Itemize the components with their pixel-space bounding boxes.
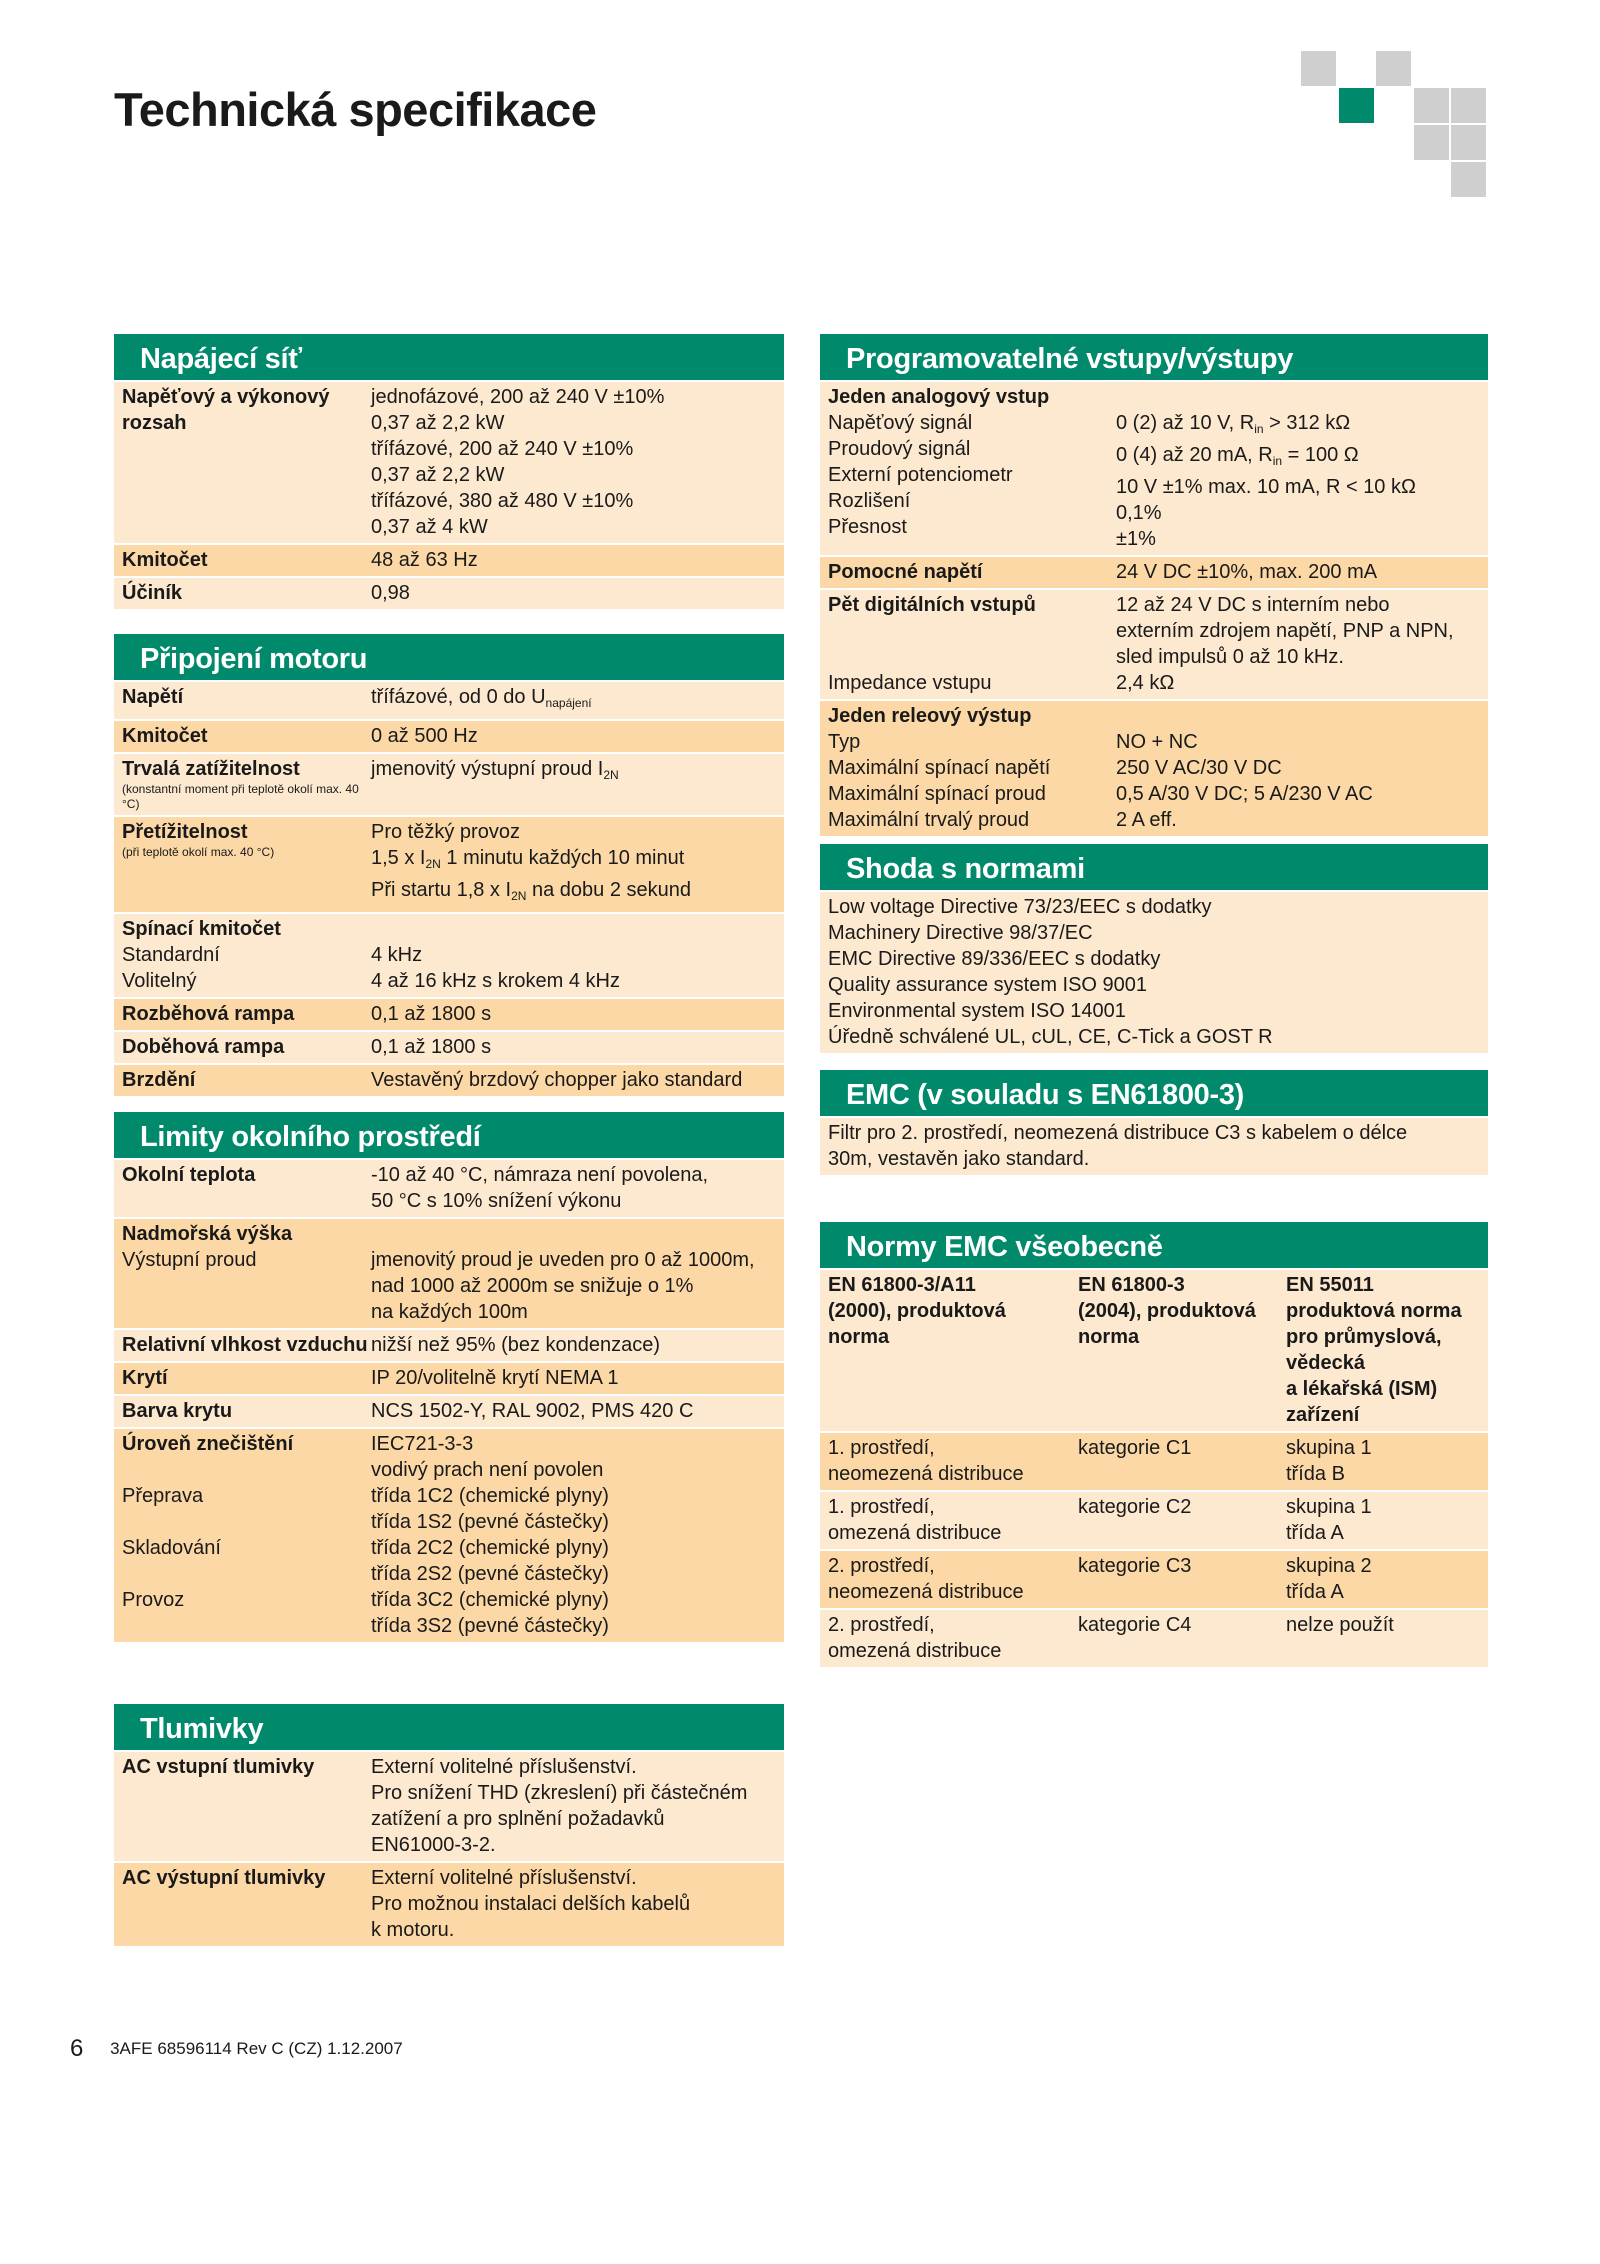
table-cell: kategorie C1 xyxy=(1078,1437,1192,1459)
row-label: Účiník xyxy=(122,582,183,604)
row-label: Spínací kmitočet xyxy=(122,918,281,940)
table-cell: 1. prostředí, xyxy=(828,1496,935,1518)
norm-item: Quality assurance system ISO 9001 xyxy=(828,974,1148,996)
row-value: 0,37 až 4 kW xyxy=(371,516,488,538)
row-label: Napěťový signál xyxy=(828,412,973,434)
table-row xyxy=(114,815,784,912)
table-cell: neomezená distribuce xyxy=(828,1581,1024,1603)
row-value: třífázové, od 0 do U xyxy=(371,686,546,708)
table-row xyxy=(114,719,784,752)
row-value: = 100 Ω xyxy=(1282,444,1359,466)
table-cell: třída B xyxy=(1286,1463,1345,1485)
norm-item: Úředně schválené UL, cUL, CE, C-Tick a GOST R xyxy=(828,1026,1273,1048)
row-value: Pro těžký provoz xyxy=(371,821,520,843)
row-label: Okolní teplota xyxy=(122,1164,256,1186)
table-row xyxy=(114,1217,784,1328)
row-value: třída 3S2 (pevné částečky) xyxy=(371,1615,609,1637)
table-cell: omezená distribuce xyxy=(828,1522,1002,1544)
row-value: 0,37 až 2,2 kW xyxy=(371,412,505,434)
column-header: norma xyxy=(1078,1326,1140,1348)
table-row xyxy=(114,380,784,543)
section-vstupy-vystupy xyxy=(820,334,1488,838)
section-pripojeni-motoru xyxy=(114,634,784,1098)
table-row xyxy=(820,1608,1488,1667)
row-label: Barva krytu xyxy=(122,1400,233,1422)
row-value: k motoru. xyxy=(371,1919,455,1941)
row-value: 24 V DC ±10%, max. 200 mA xyxy=(1116,561,1378,583)
row-label: Nadmořská výška xyxy=(122,1223,293,1245)
column-header: vědecká xyxy=(1286,1352,1365,1374)
subscript: 2N xyxy=(511,889,527,903)
table-row xyxy=(114,1328,784,1361)
row-label: Impedance vstupu xyxy=(828,672,992,694)
row-label: Výstupní proud xyxy=(122,1249,257,1271)
table-cell: třída A xyxy=(1286,1581,1344,1603)
table-row xyxy=(114,912,784,997)
section-heading: Připojení motoru xyxy=(114,634,784,680)
row-label: Typ xyxy=(828,731,861,753)
table-row xyxy=(820,380,1488,555)
page-title: Technická specifikace xyxy=(114,83,597,136)
row-value: jednofázové, 200 až 240 V ±10% xyxy=(371,386,665,408)
row-label: Přeprava xyxy=(122,1485,204,1507)
row-value: NCS 1502-Y, RAL 9002, PMS 420 C xyxy=(371,1400,694,1422)
norm-item: Low voltage Directive 73/23/EEC s dodatky xyxy=(828,896,1212,918)
table-row xyxy=(820,555,1488,588)
row-value: 250 V AC/30 V DC xyxy=(1116,757,1282,779)
row-value: Při startu 1,8 x I xyxy=(371,879,512,901)
row-value: na dobu 2 sekund xyxy=(526,879,691,901)
table-row xyxy=(114,1030,784,1063)
page-footer xyxy=(70,2035,403,2063)
table-cell: skupina 2 xyxy=(1286,1555,1372,1577)
subscript: napájení xyxy=(545,696,592,710)
row-label: AC výstupní tlumivky xyxy=(122,1867,326,1889)
row-value: Vestavěný brzdový chopper jako standard xyxy=(371,1069,743,1091)
section-heading: Tlumivky xyxy=(114,1704,784,1750)
table-cell: třída A xyxy=(1286,1522,1344,1544)
row-value: 4 až 16 kHz s krokem 4 kHz xyxy=(371,970,620,992)
row-value: sled impulsů 0 až 10 kHz. xyxy=(1116,646,1344,668)
table-cell: kategorie C3 xyxy=(1078,1555,1192,1577)
row-value: třída 1S2 (pevné částečky) xyxy=(371,1511,609,1533)
table-row xyxy=(114,680,784,719)
row-label: Rozlišení xyxy=(828,490,911,512)
row-label: Maximální spínací proud xyxy=(828,783,1046,805)
row-value: Externí volitelné příslušenství. xyxy=(371,1867,637,1889)
table-cell: skupina 1 xyxy=(1286,1496,1372,1518)
row-label: Krytí xyxy=(122,1367,168,1389)
norm-item: Environmental system ISO 14001 xyxy=(828,1000,1126,1022)
column-header: norma xyxy=(828,1326,890,1348)
table-row xyxy=(114,1394,784,1427)
row-value: 1 minutu každých 10 minut xyxy=(440,847,685,869)
emc-text: 30m, vestavěn jako standard. xyxy=(828,1148,1090,1170)
row-label: Jeden releový výstup xyxy=(828,705,1032,727)
table-row xyxy=(820,1116,1488,1175)
table-row xyxy=(114,1361,784,1394)
row-value: EN61000-3-2. xyxy=(371,1834,496,1856)
table-header-row xyxy=(820,1268,1488,1431)
row-value: 0 (2) až 10 V, R xyxy=(1116,412,1255,434)
decorative-squares xyxy=(1300,50,1490,200)
row-label: Provoz xyxy=(122,1589,185,1611)
row-value: IP 20/volitelně krytí NEMA 1 xyxy=(371,1367,619,1389)
table-cell: 1. prostředí, xyxy=(828,1437,935,1459)
row-value: 0,5 A/30 V DC; 5 A/230 V AC xyxy=(1116,783,1373,805)
row-label: Kmitočet xyxy=(122,549,208,571)
section-napajeci-sit xyxy=(114,334,784,611)
column-header: produktová norma xyxy=(1286,1300,1462,1322)
row-value: 0,1% xyxy=(1116,502,1162,524)
row-label: Rozběhová rampa xyxy=(122,1003,295,1025)
row-label: Pět digitálních vstupů xyxy=(828,594,1036,616)
row-label: Napětí xyxy=(122,686,184,708)
section-tlumivky xyxy=(114,1704,784,1948)
row-value: 0,98 xyxy=(371,582,410,604)
row-label: Proudový signál xyxy=(828,438,971,460)
row-value: externím zdrojem napětí, PNP a NPN, xyxy=(1116,620,1454,642)
row-label: Přesnost xyxy=(828,516,907,538)
section-heading: Programovatelné vstupy/výstupy xyxy=(820,334,1488,380)
row-label: Maximální trvalý proud xyxy=(828,809,1030,831)
row-label: Relativní vlhkost vzduchu xyxy=(122,1334,368,1356)
section-limity-prostredi xyxy=(114,1112,784,1644)
row-value: Externí volitelné příslušenství. xyxy=(371,1756,637,1778)
row-note: (při teplotě okolí max. 40 °C) xyxy=(122,845,275,859)
row-value: třída 2S2 (pevné částečky) xyxy=(371,1563,609,1585)
table-cell: 2. prostředí, xyxy=(828,1555,935,1577)
subscript: in xyxy=(1254,422,1264,436)
section-emc xyxy=(820,1070,1488,1177)
row-value: nižší než 95% (bez kondenzace) xyxy=(371,1334,661,1356)
emc-text: Filtr pro 2. prostředí, neomezená distribuce C3 s kabelem o délce xyxy=(828,1122,1408,1144)
subscript: 2N xyxy=(425,857,441,871)
subscript: 2N xyxy=(603,768,619,782)
row-value: Pro snížení THD (zkreslení) při částečném xyxy=(371,1782,748,1804)
table-cell: kategorie C4 xyxy=(1078,1614,1192,1636)
row-value: 12 až 24 V DC s interním nebo xyxy=(1116,594,1390,616)
table-row xyxy=(114,543,784,576)
section-heading: Napájecí síť xyxy=(114,334,784,380)
row-value: 0,1 až 1800 s xyxy=(371,1036,492,1058)
row-value: 0 až 500 Hz xyxy=(371,725,478,747)
table-row xyxy=(114,1158,784,1217)
column-header: (2000), produktová xyxy=(828,1300,1006,1322)
table-row xyxy=(114,997,784,1030)
row-label: Volitelný xyxy=(122,970,197,992)
row-label: Pomocné napětí xyxy=(828,561,983,583)
row-value: IEC721-3-3 xyxy=(371,1433,474,1455)
section-shoda-s-normami xyxy=(820,844,1488,1055)
row-label: Doběhová rampa xyxy=(122,1036,285,1058)
row-value: 50 °C s 10% snížení výkonu xyxy=(371,1190,622,1212)
row-value: třífázové, 380 až 480 V ±10% xyxy=(371,490,634,512)
row-label: Maximální spínací napětí xyxy=(828,757,1051,779)
row-value: 10 V ±1% max. 10 mA, R < 10 kΩ xyxy=(1116,476,1416,498)
row-value: vodivý prach není povolen xyxy=(371,1459,604,1481)
row-label: Přetížitelnost xyxy=(122,821,248,843)
row-value: > 312 kΩ xyxy=(1263,412,1351,434)
column-header: EN 61800-3 xyxy=(1078,1274,1185,1296)
section-heading: Limity okolního prostředí xyxy=(114,1112,784,1158)
table-row xyxy=(114,576,784,609)
row-value: -10 až 40 °C, námraza není povolena, xyxy=(371,1164,709,1186)
row-value: 2,4 kΩ xyxy=(1116,672,1175,694)
row-value: třída 3C2 (chemické plyny) xyxy=(371,1589,609,1611)
table-cell: skupina 1 xyxy=(1286,1437,1372,1459)
row-value: třída 2C2 (chemické plyny) xyxy=(371,1537,609,1559)
column-header: a lékařská (ISM) xyxy=(1286,1378,1438,1400)
table-cell: nelze použít xyxy=(1286,1614,1394,1636)
table-row xyxy=(820,699,1488,836)
table-row xyxy=(114,1427,784,1642)
norm-item: Machinery Directive 98/37/EC xyxy=(828,922,1093,944)
column-header: (2004), produktová xyxy=(1078,1300,1256,1322)
row-label: Externí potenciometr xyxy=(828,464,1013,486)
row-label: Úroveň znečištění xyxy=(122,1433,294,1455)
row-value: zatížení a pro splnění požadavků xyxy=(371,1808,665,1830)
column-header: EN 55011 xyxy=(1286,1274,1374,1296)
row-value: 2 A eff. xyxy=(1116,809,1177,831)
row-value: 0 (4) až 20 mA, R xyxy=(1116,444,1273,466)
row-value: 48 až 63 Hz xyxy=(371,549,478,571)
row-value: na každých 100m xyxy=(371,1301,528,1323)
row-value: ±1% xyxy=(1116,528,1156,550)
table-row xyxy=(114,1861,784,1946)
row-value: jmenovitý výstupní proud I xyxy=(371,758,604,780)
table-cell: neomezená distribuce xyxy=(828,1463,1024,1485)
table-row xyxy=(114,1063,784,1096)
section-heading: EMC (v souladu s EN61800-3) xyxy=(820,1070,1488,1116)
table-cell: kategorie C2 xyxy=(1078,1496,1192,1518)
row-value: nad 1000 až 2000m se snižuje o 1% xyxy=(371,1275,694,1297)
table-row xyxy=(820,588,1488,699)
table-row xyxy=(820,1431,1488,1490)
row-value: NO + NC xyxy=(1116,731,1198,753)
row-label: Standardní xyxy=(122,944,220,966)
subscript: in xyxy=(1272,454,1283,468)
table-row xyxy=(114,752,784,815)
row-value: jmenovitý proud je uveden pro 0 až 1000m, xyxy=(371,1249,755,1271)
table-cell: 2. prostředí, xyxy=(828,1614,935,1636)
section-heading: Normy EMC všeobecně xyxy=(820,1222,1488,1268)
row-label: Napěťový a výkonový rozsah xyxy=(122,386,330,434)
norm-item: EMC Directive 89/336/EEC s dodatky xyxy=(828,948,1161,970)
table-row xyxy=(820,890,1488,1053)
table-cell: omezená distribuce xyxy=(828,1640,1002,1662)
column-header: zařízení xyxy=(1286,1404,1360,1426)
row-value: 1,5 x I xyxy=(371,847,426,869)
row-label: Skladování xyxy=(122,1537,221,1559)
row-label: Kmitočet xyxy=(122,725,208,747)
row-label: AC vstupní tlumivky xyxy=(122,1756,315,1778)
column-header: pro průmyslová, xyxy=(1286,1326,1442,1348)
row-value: 0,37 až 2,2 kW xyxy=(371,464,505,486)
document-code: 3AFE 68596114 Rev C (CZ) 1.12.2007 xyxy=(110,2039,403,2058)
row-value: 4 kHz xyxy=(371,944,423,966)
table-row xyxy=(114,1750,784,1861)
page-number: 6 xyxy=(70,2035,84,2062)
row-label: Trvalá zatížitelnost xyxy=(122,758,300,780)
row-label: Brzdění xyxy=(122,1069,196,1091)
section-heading: Shoda s normami xyxy=(820,844,1488,890)
row-value: třífázové, 200 až 240 V ±10% xyxy=(371,438,634,460)
row-value: Pro možnou instalaci delších kabelů xyxy=(371,1893,691,1915)
row-value: 0,1 až 1800 s xyxy=(371,1003,492,1025)
row-value: třída 1C2 (chemické plyny) xyxy=(371,1485,609,1507)
section-normy-emc xyxy=(820,1222,1488,1669)
column-header: EN 61800-3/A11 xyxy=(828,1274,976,1296)
row-note: (konstantní moment při teplotě okolí max. 40 °C) xyxy=(122,782,359,811)
table-row xyxy=(820,1549,1488,1608)
row-label: Jeden analogový vstup xyxy=(828,386,1050,408)
table-row xyxy=(820,1490,1488,1549)
